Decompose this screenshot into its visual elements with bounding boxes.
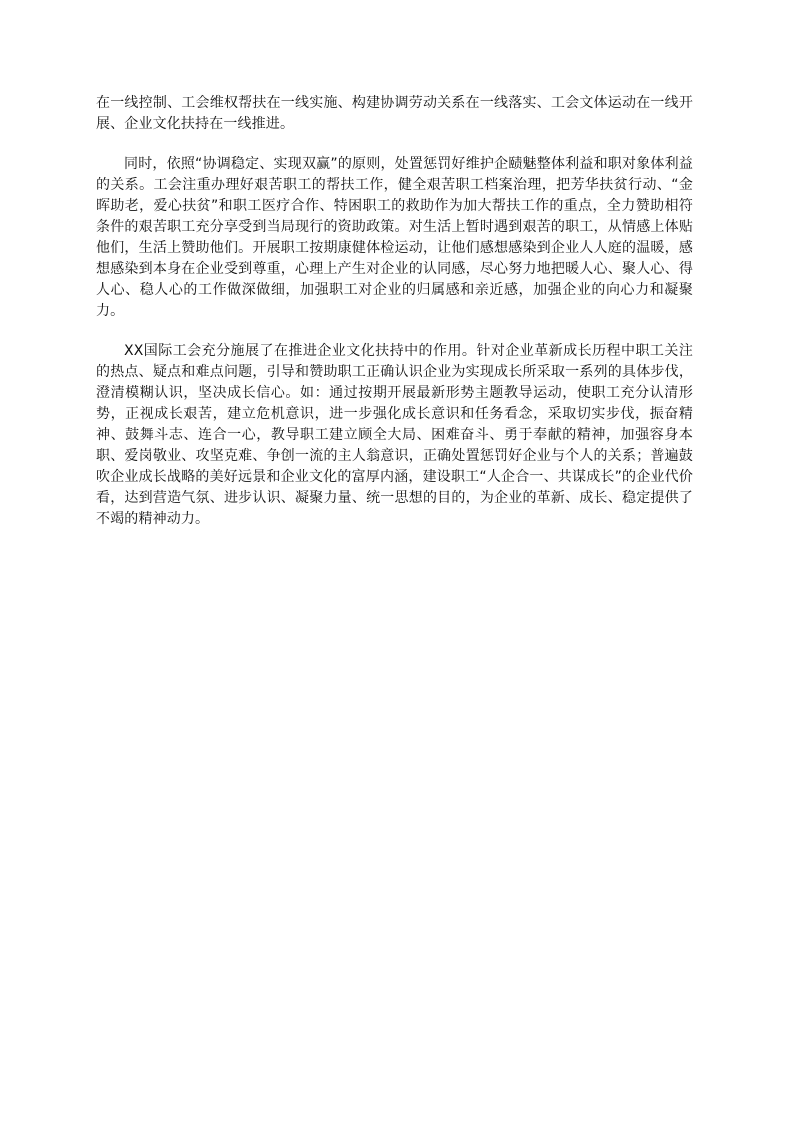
paragraph-corporate-culture: XX国际工会充分施展了在推进企业文化扶持中的作用。针对企业革新成长历程中职工关注的热点、疑点和难点问题，引导和赞助职工正确认识企业为实现成长所采取一系列的具体步伐，澄清模糊认识，坚决成长信心。如：通过按期开展最新形势主题教导运动，使职工充分认清形势，正视成长艰苦，建立危机意识，进一步强化成长意识和任务看念，采取切实步伐，振奋精神、鼓舞斗志、连合一心，教导职工建立顾全大局、困难奋斗、勇于奉献的精神，加强容身本职、爱岗敬业、攻坚克难、争创一流的主人翁意识，正确处置惩罚好企业与个人的关系；普遍鼓吹企业成长战略的美好远景和企业文化的富厚内涵，建设职工“人企合一、共谋成长”的企业代价看，达到营造气氛、进步认识、凝聚力量、统一思想的目的，为企业的革新、成长、稳定提供了不竭的精神动力。	[96, 343, 693, 527]
paragraph-continuation: 在一线控制、工会维权帮扶在一线实施、构建协调劳动关系在一线落实、工会文体运动在一线开展、企业文化扶持在一线推进。	[96, 95, 693, 132]
paragraph-assistance-work: 同时，依照“协调稳定、实现双赢”的原则，处置惩罚好维护企赜魅整体利益和职对象体利益的关系。工会注重办理好艰苦职工的帮扶工作，健全艰苦职工档案治理，把芳华扶贫行动、“金晖助老，爱心扶贫”和职工医疗合作、特困职工的救助作为加大帮扶工作的重点，全力赞助相符条件的艰苦职工充分享受到当局现行的资助政策。对生活上暂时遇到艰苦的职工，从情感上体贴他们，生活上赞助他们。开展职工按期康健体检运动，让他们感想感染到企业人人庭的温暖，感想感染到本身在企业受到尊重，心理上产生对企业的认同感，尽心努力地把暖人心、聚人心、得人心、稳人心的工作做深做细，加强职工对企业的归属感和亲近感，加强企业的向心力和凝聚力。	[96, 156, 693, 319]
document-body	[96, 93, 693, 530]
